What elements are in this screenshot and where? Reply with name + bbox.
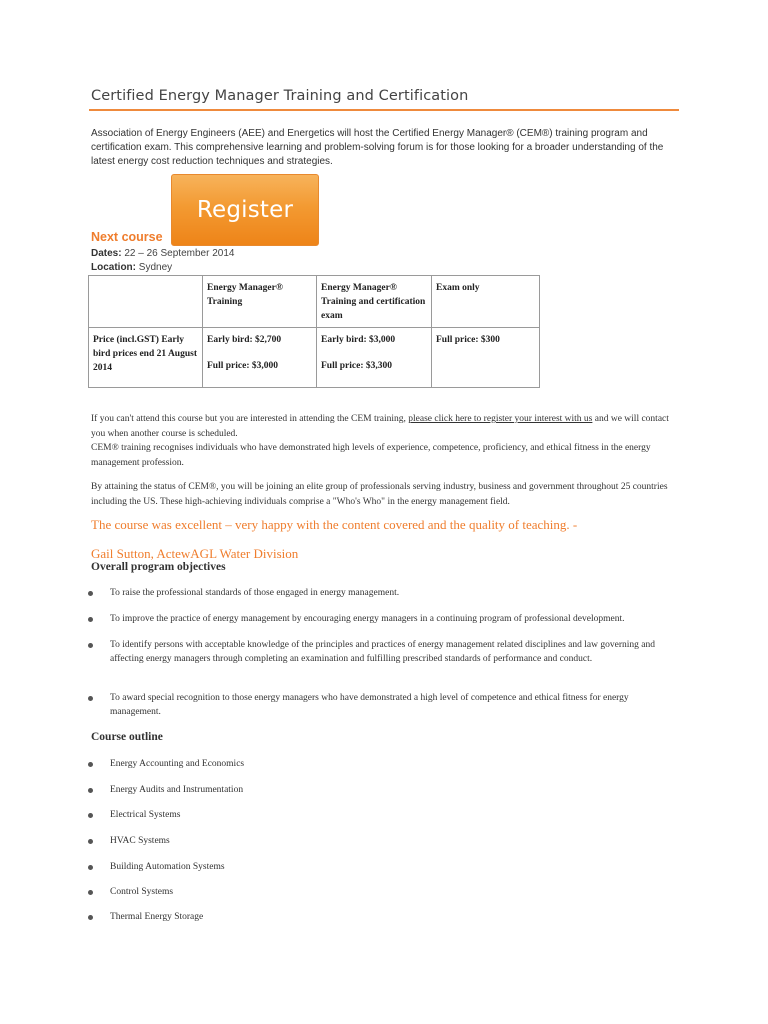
list-item-text: To identify persons with acceptable knowledge of the principles and practices of energy management related disciplines and law governing and affecting energy managers through completing an examination and fulfilling prescribed standards of performance and conduct.	[110, 640, 655, 664]
list-item-text: Building Automation Systems	[110, 862, 225, 872]
dates-value: 22 – 26 September 2014	[124, 248, 235, 259]
list-item-text: To improve the practice of energy management by encouraging energy managers in a continuing program of professional development.	[110, 614, 625, 624]
bullet-icon	[88, 788, 93, 793]
intro-paragraph: Association of Energy Engineers (AEE) and Energetics will host the Certified Energy Manager® (CEM®) training program and certification exam. This comprehensive learning and problem-solving forum is for those looking for a broader understanding of the latest energy cost reduction techniques and strategies.	[91, 128, 664, 167]
objectives-heading: Overall program objectives	[91, 561, 226, 573]
price-cell-training	[203, 328, 317, 388]
list-item	[110, 587, 680, 601]
list-item-text: To award special recognition to those energy managers who have demonstrated a high level of competence and ethical fitness for energy management.	[110, 693, 629, 717]
cem-status-paragraph: By attaining the status of CEM®, you will be joining an elite group of professionals serving industry, business and government throughout 25 countries including the US. These high-achieving individuals comprise a "Who's Who" in the energy management field.	[91, 482, 668, 507]
bullet-icon	[88, 813, 93, 818]
header-cell-training: Energy Manager® Training	[203, 276, 317, 328]
page-title: Certified Energy Manager Training and Certification	[91, 88, 469, 104]
course-location	[91, 262, 172, 273]
register-interest-link[interactable]: please click here to register your interest with us	[408, 414, 593, 424]
list-item	[110, 692, 680, 719]
price-row-label: Price (incl.GST) Early bird prices end 21 August 2014	[89, 328, 203, 388]
bullet-icon	[88, 839, 93, 844]
bullet-icon	[88, 915, 93, 920]
pricing-table	[88, 275, 540, 388]
bullet-icon	[88, 696, 93, 701]
header-cell-exam-only: Exam only	[432, 276, 540, 328]
early-bird-price: Early bird: $3,000	[321, 335, 396, 345]
header-cell-empty	[89, 276, 203, 328]
list-item	[110, 835, 680, 849]
register-button[interactable]: Register	[171, 174, 319, 246]
dates-label: Dates:	[91, 248, 122, 259]
cem-recognition-text: CEM® training recognises individuals who have demonstrated high levels of experience, competence, proficiency, and ethical fitness in the energy management profession.	[91, 443, 651, 468]
list-item	[110, 911, 680, 925]
price-cell-training-exam	[317, 328, 432, 388]
location-label: Location:	[91, 262, 136, 273]
course-dates	[91, 248, 234, 259]
list-item	[110, 784, 680, 798]
list-item-text: Control Systems	[110, 887, 174, 897]
list-item	[110, 613, 680, 627]
testimonial-quote: The course was excellent – very happy with the content covered and the quality of teaching. -	[91, 517, 578, 532]
header-cell-training-exam: Energy Manager® Training and certification exam	[317, 276, 432, 328]
full-price: Full price: $3,000	[207, 361, 278, 371]
bullet-icon	[88, 865, 93, 870]
next-course-heading: Next course	[91, 230, 163, 244]
outline-heading: Course outline	[91, 731, 163, 743]
full-price: Full price: $300	[436, 335, 500, 345]
bullet-icon	[88, 643, 93, 648]
register-interest-paragraph	[91, 412, 681, 470]
list-item-text: Energy Accounting and Economics	[110, 759, 245, 769]
bullet-icon	[88, 890, 93, 895]
full-price: Full price: $3,300	[321, 361, 392, 371]
list-item-text: To raise the professional standards of those engaged in energy management.	[110, 588, 400, 598]
table-row	[89, 328, 540, 388]
price-cell-exam-only	[432, 328, 540, 388]
list-item-text: Energy Audits and Instrumentation	[110, 785, 244, 795]
bullet-icon	[88, 617, 93, 622]
paragraph-text: If you can't attend this course but you are interested in attending the CEM training,	[91, 414, 409, 424]
list-item	[110, 758, 680, 772]
list-item-text: Electrical Systems	[110, 810, 181, 820]
bullet-icon	[88, 762, 93, 767]
list-item	[110, 809, 680, 823]
location-value: Sydney	[138, 262, 173, 273]
list-item	[110, 886, 680, 900]
testimonial-author: Gail Sutton, ActewAGL Water Division	[91, 546, 299, 561]
early-bird-price: Early bird: $2,700	[207, 335, 282, 345]
paragraph-text: and we will contact you when another course is scheduled.	[91, 414, 669, 439]
bullet-icon	[88, 591, 93, 596]
list-item	[110, 639, 680, 666]
list-item-text: HVAC Systems	[110, 836, 170, 846]
list-item	[110, 861, 680, 875]
title-divider	[89, 109, 679, 111]
table-header-row	[89, 276, 540, 328]
list-item-text: Thermal Energy Storage	[110, 912, 204, 922]
